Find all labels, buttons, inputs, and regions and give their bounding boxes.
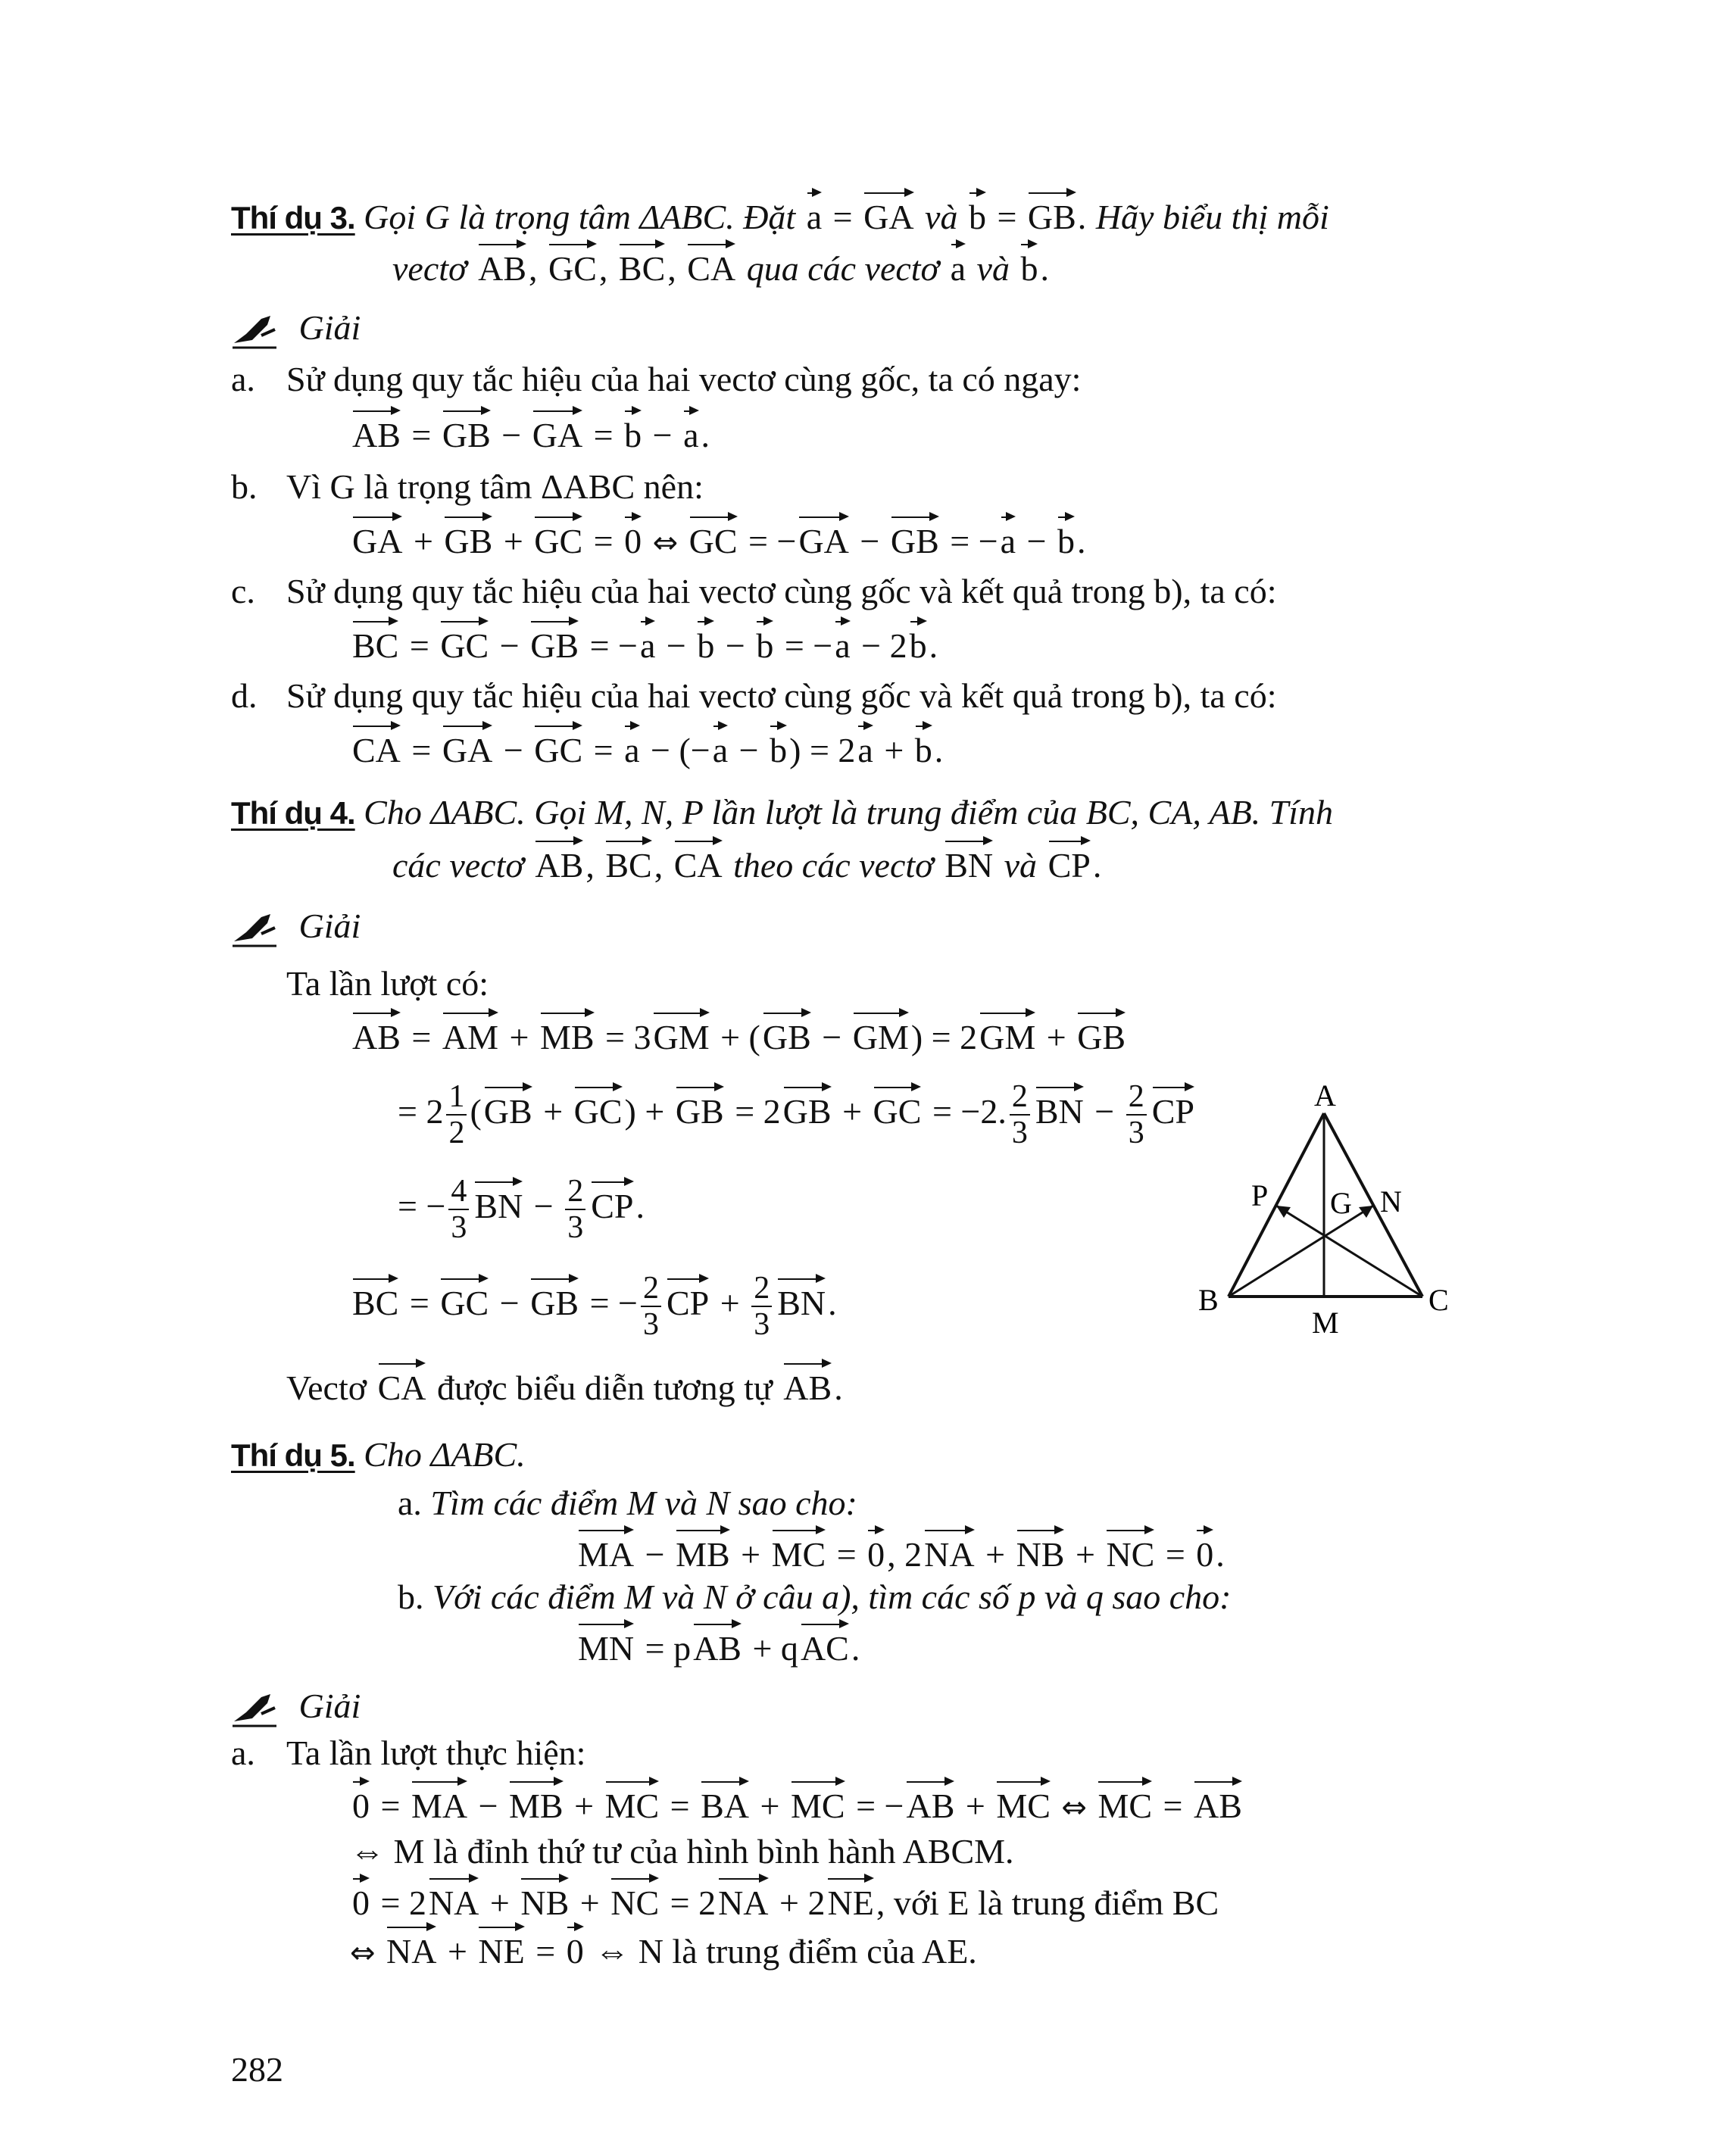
ex5-sol-line-1: ⇔ M là đỉnh thứ tư của hình bình hành ABCM. [350, 1832, 1014, 1871]
fig-label-a: A [1314, 1083, 1336, 1113]
ex4-formula-3: = − $\frac{4}{3}$ BN − $\frac{2}{3}$ CP. [398, 1174, 645, 1246]
giai-heading-3: Giải [231, 1689, 361, 1727]
ex5-sol-a-text: Ta lần lượt thực hiện: [286, 1734, 586, 1772]
ex3-a-text: Sử dụng quy tắc hiệu của hai vectơ cùng gốc, ta có ngay: [286, 360, 1082, 398]
ex4-formula-2: = 2 $\frac{1}{2}$ (GB + GC) + GB = 2GB + GC = −2. $\frac{2}{3}$ BN − $\frac{2}{3}$ CP [398, 1079, 1194, 1151]
page-number: 282 [231, 2050, 283, 2089]
ex5-heading: Thí dụ 5. Cho ΔABC. [231, 1435, 526, 1474]
ex5-sol-formula-1: 0 = MA − MB + MC = BA + MC = −AB + MC ⇔ MC = AB [352, 1787, 1242, 1825]
ex5-a-formula: MA − MB + MC = 0, 2NA + NB + NC = 0. [578, 1535, 1225, 1574]
ex5-sol-formula-2: 0 = 2NA + NB + NC = 2NA + 2NE, với E là trung điểm BC [352, 1883, 1219, 1922]
fig-label-n: N [1380, 1184, 1402, 1219]
ex3-b: b. [231, 467, 258, 506]
giai-heading-1: Giải [231, 311, 361, 349]
ex3-d: d. [231, 676, 258, 715]
fig-label-g: G [1330, 1186, 1352, 1220]
ex5-b-formula: MN = pAB + qAC. [578, 1629, 860, 1668]
ex5-b: b. Với các điểm M và N ở câu a), tìm các số p và q sao cho: [398, 1577, 1232, 1616]
ex5-label: Thí dụ 5. [231, 1437, 355, 1473]
ex4-intro: Ta lần lượt có: [286, 964, 489, 1003]
fig-label-p: P [1251, 1178, 1269, 1212]
ex5-sol-a: a. [231, 1734, 255, 1772]
pen-hand-icon [231, 313, 279, 349]
ex3-b-formula: GA + GB + GC = 0 ⇔ GC = −GA − GB = −a − b. [352, 522, 1086, 560]
ex4-label: Thí dụ 4. [231, 795, 355, 831]
ex3-c-text: Sử dụng quy tắc hiệu của hai vectơ cùng gốc và kết quả trong b), ta có: [286, 572, 1277, 610]
ex4-formula-4: BC = GC − GB = − $\frac{2}{3}$ CP + $\frac{2}{3}$ BN. [352, 1271, 837, 1343]
ex3-b-text: Vì G là trọng tâm ΔABC nên: [286, 467, 704, 506]
ex4-conclusion: Vectơ CA được biểu diễn tương tự AB. [286, 1368, 843, 1407]
fig-label-m: M [1312, 1306, 1339, 1340]
ex3-heading-cont: vectơ AB, GC, BC, CA qua các vectơ a và b. [392, 249, 1049, 288]
ex3-label: Thí dụ 3. [231, 200, 355, 236]
ex3-d-text: Sử dụng quy tắc hiệu của hai vectơ cùng gốc và kết quả trong b), ta có: [286, 676, 1277, 715]
ex3-d-formula: CA = GA − GC = a − (−a − b) = 2a + b. [352, 731, 944, 769]
ex5-sol-formula-3: ⇔ NA + NE = 0 ⇔ N là trung điểm của AE. [350, 1932, 977, 1971]
pen-hand-icon [231, 911, 279, 947]
ex3-a-formula: AB = GB − GA = b − a. [352, 416, 710, 454]
pen-hand-icon [231, 1691, 279, 1727]
ex5-a: a. Tìm các điểm M và N sao cho: [398, 1484, 857, 1522]
ex3-c-formula: BC = GC − GB = −a − b − b = −a − 2b. [352, 626, 938, 665]
giai-heading-2: Giải [231, 909, 361, 947]
ex3-a: a. [231, 360, 255, 398]
ex4-heading-cont: các vectơ AB, BC, CA theo các vectơ BN và CP. [392, 846, 1102, 885]
ex4-formula-1: AB = AM + MB = 3GM + (GB − GM) = 2GM + GB [352, 1018, 1126, 1056]
ex3-c: c. [231, 572, 255, 610]
triangle-figure [1182, 1083, 1469, 1340]
fig-label-c: C [1428, 1283, 1449, 1317]
ex3-heading: Thí dụ 3. Gọi G là trọng tâm ΔABC. Đặt a = GA và b = GB. Hãy biểu thị mỗi [231, 198, 1329, 236]
fig-label-b: B [1198, 1283, 1219, 1317]
ex4-heading: Thí dụ 4. Cho ΔABC. Gọi M, N, P lần lượt là trung điểm của BC, CA, AB. Tính [231, 793, 1334, 832]
